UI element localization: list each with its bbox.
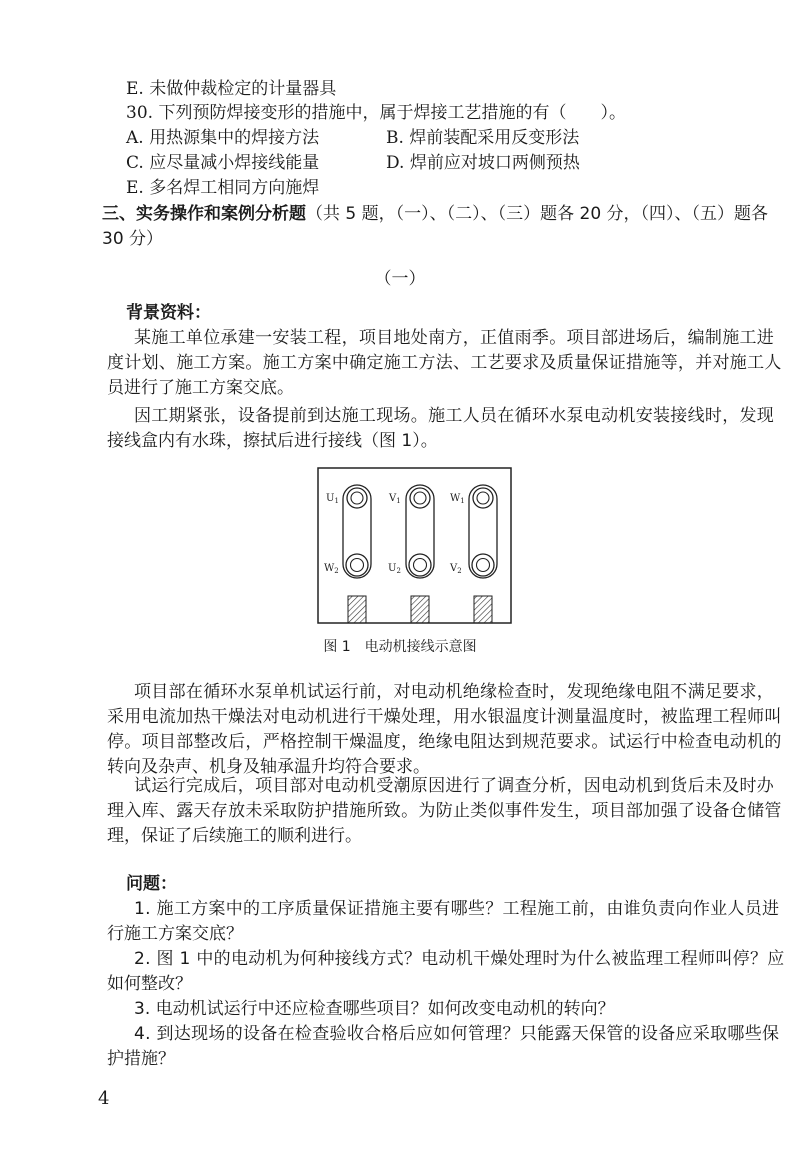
- paragraph-1-line-1: 某施工单位承建一安装工程，项目地处南方，正值雨季。项目部进场后，编制施工进: [134, 328, 775, 348]
- terminal-bottom-3-outer: [472, 554, 494, 576]
- terminal-column-1: [324, 485, 371, 623]
- terminal-bottom-1-outer: [346, 554, 368, 576]
- question-3: 3. 电动机试运行中还应检查哪些项目？如何改变电动机的转向？: [134, 999, 615, 1019]
- label-top-2: $V_1$: [389, 493, 401, 505]
- section-heading: [102, 203, 768, 225]
- question-2-line-1: 2. 图 1 中的电动机为何种接线方式？电动机干燥处理时为什么被监理工程师叫停？应: [134, 949, 785, 969]
- section-heading-scoring: （共 5 题，（一）、（二）、（三）题各 20 分，（四）、（五）题各: [306, 204, 769, 224]
- motor-wiring-diagram: [317, 467, 513, 625]
- paragraph-3-line-4: 转向及杂声、机身及轴承温升均符合要求。: [107, 757, 430, 777]
- terminal-column-2: [388, 485, 434, 623]
- question-4-line-1: 4. 到达现场的设备在检查验收合格后应如何管理？只能露天保管的设备应采取哪些保: [134, 1024, 780, 1044]
- paragraph-4-line-3: 理，保证了后续施工的顺利进行。: [107, 826, 362, 846]
- terminal-top-2-outer: [410, 488, 430, 508]
- terminal-top-3-outer: [473, 488, 493, 508]
- q30-option-b: B. 焊前装配采用反变形法: [386, 128, 580, 148]
- paragraph-3-line-3: 停。项目部整改后，严格控制干燥温度，绝缘电阻达到规范要求。试运行中检查电动机的: [107, 732, 782, 752]
- paragraph-2-line-1: 因工期紧张，设备提前到达施工现场。施工人员在循环水泵电动机安装接线时，发现: [134, 406, 775, 426]
- terminal-top-1-outer: [347, 488, 367, 508]
- label-bottom-1: $W_2$: [324, 563, 339, 575]
- q30-option-a: A. 用热源集中的焊接方法: [126, 128, 320, 148]
- paragraph-1-line-2: 度计划、施工方案。施工方案中确定施工方法、工艺要求及质量保证措施等，并对施工人: [107, 353, 782, 373]
- cable-lead-3: [474, 596, 492, 623]
- case-number: （一）: [374, 269, 426, 289]
- page-number: 4: [98, 1088, 110, 1109]
- paragraph-3-line-2: 采用电流加热干燥法对电动机进行干燥处理，用水银温度计测量温度时，被监理工程师叫: [107, 707, 782, 727]
- questions-label: 问题：: [126, 874, 177, 894]
- question-4-line-2: 护措施？: [107, 1049, 175, 1069]
- section-heading-title: 三、实务操作和案例分析题: [102, 204, 306, 224]
- q29-option-e: E. 未做仲裁检定的计量器具: [126, 79, 337, 99]
- figure-caption: 图 1 电动机接线示意图: [323, 639, 477, 655]
- paragraph-3-line-1: 项目部在循环水泵单机试运行前，对电动机绝缘检查时，发现绝缘电阻不满足要求，: [134, 682, 775, 702]
- section-heading-line2: 30 分）: [102, 229, 164, 249]
- paragraph-4-line-2: 理入库、露天存放未采取防护措施所致。为防止类似事件发生，项目部加强了设备仓储管: [107, 801, 782, 821]
- label-bottom-3: $V_2$: [450, 563, 462, 575]
- cable-lead-2: [411, 596, 429, 623]
- terminal-column-3: [449, 485, 497, 623]
- paragraph-4-line-1: 试运行完成后，项目部对电动机受潮原因进行了调查分析，因电动机到货后未及时办: [134, 776, 775, 796]
- label-top-1: $U_1$: [326, 493, 339, 505]
- q30-option-e: E. 多名焊工相同方向施焊: [126, 178, 320, 198]
- cable-lead-1: [348, 596, 366, 623]
- q30-stem: 30. 下列预防焊接变形的措施中，属于焊接工艺措施的有（ ）。: [126, 103, 626, 123]
- q30-option-d: D. 焊前应对坡口两侧预热: [386, 153, 580, 173]
- label-top-3: $W_1$: [450, 493, 465, 505]
- q30-option-c: C. 应尽量减小焊接线能量: [126, 153, 320, 173]
- paragraph-1-line-3: 员进行了施工方案交底。: [107, 378, 294, 398]
- paragraph-2-line-2: 接线盒内有水珠，擦拭后进行接线（图 1）。: [107, 431, 438, 451]
- question-2-line-2: 如何整改？: [107, 974, 192, 994]
- terminal-bottom-2-outer: [409, 554, 431, 576]
- question-1-line-1: 1. 施工方案中的工序质量保证措施主要有哪些？工程施工前，由谁负责向作业人员进: [134, 899, 780, 919]
- label-bottom-2: $U_2$: [388, 563, 401, 575]
- question-1-line-2: 行施工方案交底？: [107, 924, 243, 944]
- background-label: 背景资料：: [126, 303, 211, 323]
